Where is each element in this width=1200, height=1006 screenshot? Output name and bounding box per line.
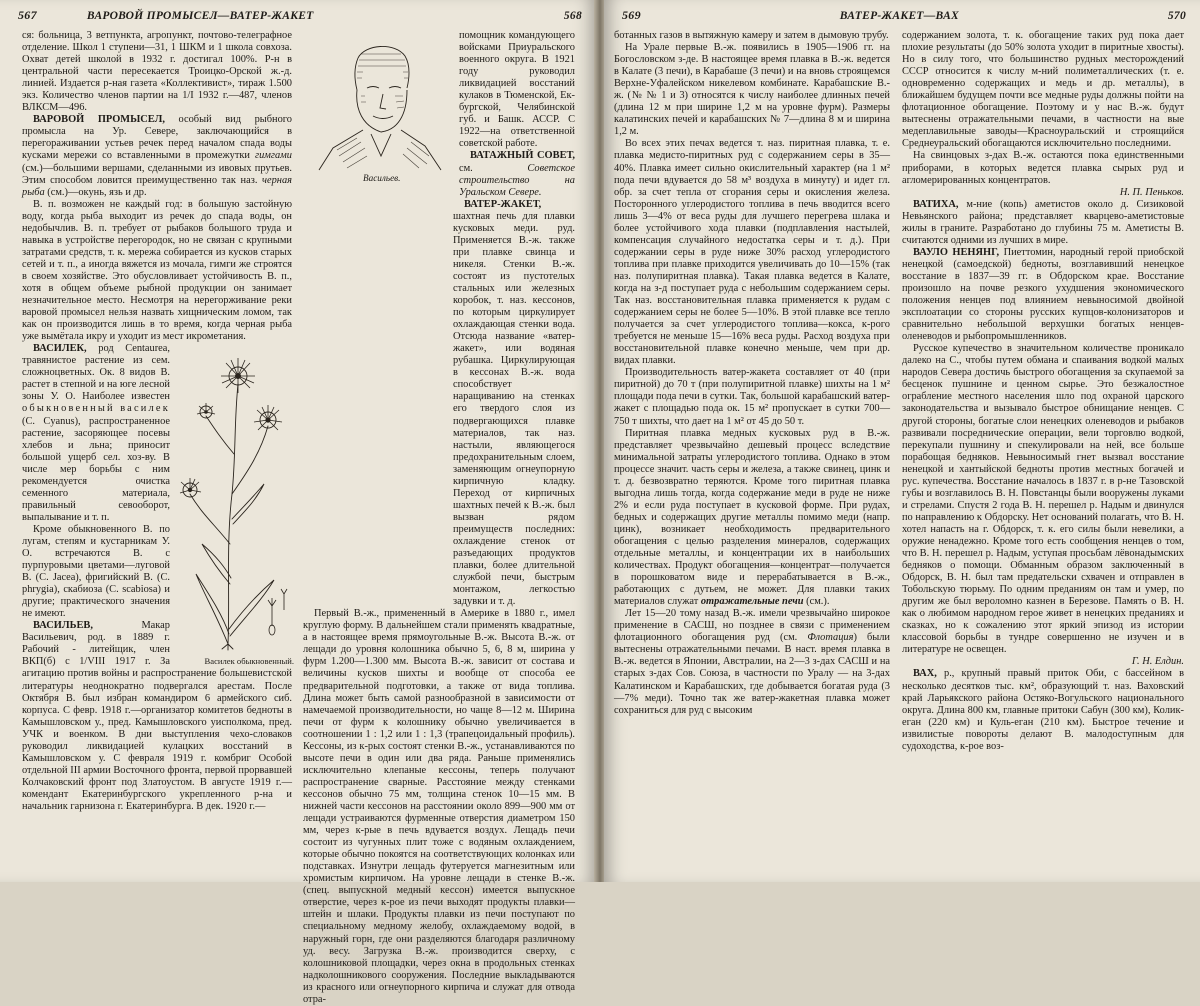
headword: ВАСИЛЬЕВ,: [33, 620, 93, 632]
paragraph: ботанных газов в вытяжную камеру и затем в дымовую трубу.: [614, 30, 889, 41]
paragraph: Первый В.-ж., примененный в Америке в 1880 г., имел круглую форму. В дальнейшем стали применять квадратные, а в настоящее время прямоугольные В.-ж. Высота В.-ж. от лещади до уровня колошника обычно 5, 6, 8 м, ширина у фурм 1.200—1.300 мм. Высота В.-ж. зависит от состава и величины кусков шихты и вообще от способа ее предварительной подготовки, а также от вида топлива. Длина может быть самой разнообразной в зависимости от намечаемой производительности, но чаще 8—12 м. Ширина печи от фурм к колошнику обычно увеличивается в соотношении 1 : 1,2 или 1 : 1,3 (трапецоидальный профиль). Кессоны, из к-рых состоят стенки В.-ж., устанавливаются по высоте печи в один или два ряда. Раньше применялись исключительно клепаные кессоны, теперь получают распространение сварные. Расстояние между стенками кессонов обычно 75 мм, толщина стенок 10—15 мм. В нижней части кессонов на расстоянии около 899—900 мм от лещади устраиваются фурменные отверстия диаметром 150 мм, через к-рые в печь вдувается воздух. Лещадь печи состоит из чугунных плит тоже с водяным охлаждением, которые обычно покоятся на соответствующих колонках или подставках. Изнутри лещадь футеруется магнезитным или хромистым кирпичом. На уровне лещади в стенке В.-ж. (спец. выпускной медный кессон) имеется выпускное отверстие, через к-рое из печи выходят продукты плавки—штейн и шлаки. Продукты плавки из печи поступают по специальному медному желобу, охлаждаемому водой, в наружный горн, где они разделяются благодаря различному уд. весу. Загрузка В.-ж. производится сверху, с колошниковой площадки, через окна в продольных стенках надколошникового сооружения. Последние выкладываются из красного или огнеупорного кирпича и служат для отвода отра-: [303, 608, 575, 1005]
paragraph: В. п. возможен не каждый год: в большую застойную воду, когда рыба выходит из речек до спада воды, он недобычлив. В. п. требует от рыбаков большого труда и навыка в устройстве перегородок, но не связан с крупными затратами средств, т. к. мережа собирается из кусков старых сетей и т. п., а иногда вяжется из мочала, гимги же строятся в своем хозяйстве. Это обусловливает устойчивость В. п., хотя в общем объеме рыбной продукции он занимает незначительное место. Несмотря на нерегорживание реки варовой промысел нельзя назвать хищническим ломом, так как он производится лишь в то время, когда черная рыба уже вымётала икру и уходит из мест икрометания.: [22, 198, 292, 343]
entry-text: Макар Васильевич, род. в 1889 г. Рабочий - литейщик, член ВКП(б) с 1/VIII 1917 г. За агитацию против войны и распространение большевистской литературы неоднократно подвергался арестам. После Октября В. был избран командиром 6 армейского сиб. корпуса. С февр. 1918 г.—организатор комитетов бедноты в Камышловском у., пред. Камышловского уисполкома, пред. УЧК и военком. В дни выступления чехо-словаков руководил ликвидацией кулацких восстаний в Камышловском у. С февраля 1919 г. комбриг Особой отдельной III армии Восточного фронта, первой прорвавшей Колчаковский фронт под Златоустом. В августе 1919 г.—комендант Екатеринбургского укрепленного р-на и начальник гарнизона г. Екатеринбурга. В дек. 1920 г.—: [22, 620, 292, 812]
right-page: [604, 0, 1200, 882]
headword: ВАТЕР-ЖАКЕТ,: [464, 198, 542, 210]
entry-text: Лет 15—20 тому назад В.-ж. имели чрезвычайно широкое применение в САСШ, но позднее в связи с применением флотационного обогащения руд (см.: [614, 608, 890, 644]
cross-ref: Советское строительство на Уральском Севере.: [459, 162, 575, 198]
entry-text: м-ние (копь) аметистов около д. Сизиковой Невьянского района; представляет кварцево-аметистовые жилы в граните. Разработано до глубины 75 м. Аметисты В. считаются одними из лучших в мире.: [902, 198, 1184, 246]
portrait-block: [303, 30, 575, 608]
paragraph: Производительность ватер-жакета составляет от 40 (при пиритной) до 70 т (при полупиритной плавке) шихты на 1 м² площади пода печи в сутки. Так, большой карабашский ватер-жакет с площадью пода ок. 15 м² пропускает в сутки 700—750 т шихты, что дает на 1 м² от 45 до 50 т.: [614, 367, 890, 427]
paragraph: На Урале первые В.-ж. появились в 1905—1906 гг. на Богословском з-де. В настоящее время плавка в В.-ж. ведется в Калате (3 печи), в Карабаше (3 печи) и на вновь строящемся Верхне-Уфалейском никелевом комбинате. Карабашские В.-ж. (№ № 1 и 3) относятся к числу наиболее длинных печей (длина 12 м при ширине 1,2 м на уровне фурм). Размеры калатинских печей и карабашских № 7—длина 8 м и ширина 1,2 м.: [614, 42, 890, 138]
paragraph: [614, 428, 890, 609]
entry-text: (C. Cyanus), распространенное растение, засоряющее посевы хлебов и льна; приносит большой ущерб сел. хоз-ву. В числе мер борьбы с ним рекомендуется очистка семенного материала, правильный севооборот, выпалывание и т. п.: [22, 415, 170, 523]
cross-ref: Флотация: [807, 632, 854, 644]
paragraph: На свинцовых з-дах В.-ж. остаются пока единственными приборами, в которых ведется плавка сырых руд и агломерированных концентратов.: [902, 150, 1184, 186]
cornflower-drawing: [176, 344, 294, 650]
right-column-1: [614, 30, 890, 876]
left-page-header: [18, 8, 582, 30]
cross-ref: гимгами: [255, 150, 292, 162]
portrait-drawing: [303, 30, 453, 170]
left-column-1: [22, 30, 292, 876]
entry-text: ) были вытеснены отражательными печами. В наст. время плавка в В.-ж. ведется в Японии, Австралии, на 2—3 з-дах САСШ и на старых з-дах Сов. Союза, в частности по Уралу — на 3-дах Калатинском и Карабашских, где добывается богатая руда (3—7% меди). Точно так же ватер-жакетная плавка может сохраниться для руд с высоким: [614, 632, 890, 716]
paragraph: Русское купечество в значительном количестве проникало далеко на С., чтобы путем обмана и спаивания водкой малых народов Севера достичь быстрого обогащения за скупаемой за бесценок пушнине и ценном сырье. Это безжалостное ограбление местного населения шло под охраной царского законодательства и вызывало быстрое обнищание ненцев. С другой стороны, богатые слои ненецких оленеводов и рыбаков развивали посреднические операции, вели торговлю водкой, перекупали пушнину и спекулировали на ней, все больше порабощая бедняков. Невыносимый гнет вызвал восстание ненецкой и хантыйской бедноты против местных богачей и рус. купечества. Восстание началось в 1837 г. в р-не Тазовской губы и возглавилось В. Н. Повстанцы были вооружены луками и стрелами. Спустя 2 года В. Н. перешел р. Надым и двинулся по направлению к Обдорску. Нет оснований полагать, что В. Н. хотел напасть на г. Обдорск, т. к. его силы были невелики, а оружие ненадежно. Кроме того есть сообщения ненцев о том, что В. Н. перешел р. Надым, уступая просьбам лёвонадымских бедняков о помощи. Обманным образом заключенный в Обдорск, В. Н. был там предательски схвачен и отправлен в Тобольскую тюрьму. По одним преданиям он там и умер, по другим же был вероломно казнен в Березове. Память о В. Н. как о любимом народном герое живет в ненецких преданиях и сказках, но к сожалению этот яркий эпизод из истории классовой борьбы в тундре совершенно не изучен и в литературе не освещен.: [902, 343, 1184, 656]
headword: ВАТАЖНЫЙ СОВЕТ,: [470, 150, 575, 162]
vasiliev-portrait: [303, 30, 453, 186]
entry-text: р., крупный правый приток Оби, с бассейном в несколько десятков тыс. км², образующий т. наз. Ваховский край Ларьякского района Остяко-Вогульского национального округа. Длина 800 км, главные притоки Сабун (300 км), Колик-еган (220 км) и Куль-еган (210 км). Быстрое течение и извилистые повороты делают В. малодоступным для судоходства, к-рое воз-: [902, 668, 1184, 752]
paragraph: помощник командующего войсками Приуральского военного округа. В 1921 году руководил ликвидацией восстаний кулаков в Тюменской, Ек-бургской, Челябинской губ. и Башк. АССР. С 1922—на ответственной советской работе.: [459, 30, 575, 150]
entry-varovoy-promysel: [22, 114, 292, 198]
entry-vaulo-nenyang: [902, 247, 1184, 343]
cross-ref: отражательные печи: [700, 596, 804, 608]
entry-text: особый вид рыбного промысла на Ур. Севере, заключающийся в перегораживании устьев речек перед началом спада воды кусками мережи со вставленными в промежутки: [22, 114, 292, 162]
flower-caption: Василек обыкновенный.: [204, 656, 294, 667]
left-page: [0, 0, 596, 1005]
paragraph: [614, 608, 890, 716]
paragraph: содержанием золота, т. к. обогащение таких руд пока дает плохие результаты (до 50% золота уходит в пиритные хвосты). Но в силу того, что большинство рудных месторождений СССР относится к числу м-ний полиметаллических (т. е. одновременно содержащих и медь и др. металлы), в ближайшем будущем почти все медные руды должны пойти на флотационное обогащение. Поэтому и у нас В.-ж. будут вытеснены отражательными печами, в частности на вые медеплавильные заводы—Красноуральский и строящийся Среднеуральский обогащаются исключительно последними.: [902, 30, 1184, 150]
entry-text: род Centaurea, травянистое растение из сем. сложноцветных. Ок. 8 видов В. растет в степной и на юге лесной зоны У. О. Наиболее известен: [22, 343, 170, 403]
author-signature: Н. П. Пеньков.: [1119, 186, 1184, 198]
running-title-left: ВАРОВОЙ ПРОМЫСЕЛ—ВАТЕР-ЖАКЕТ: [86, 10, 314, 22]
portrait-caption: Васильев.: [363, 172, 401, 183]
running-title-right: ВАТЕР-ЖАКЕТ—ВАХ: [839, 10, 960, 22]
entry-text: (см.).: [803, 596, 830, 608]
headword: ВАУЛО НЕНЯНГ,: [913, 246, 1000, 258]
cornflower-illustration: [176, 344, 294, 666]
left-column-2: [303, 30, 575, 1005]
page-number-568: 568: [563, 10, 582, 22]
page-number-567: 567: [18, 8, 37, 22]
spaced-term: обыкновенный василек: [22, 403, 170, 415]
page-number-569: 569: [622, 8, 641, 22]
paragraph: Во всех этих печах ведется т. наз. пиритная плавка, т. е. плавка медисто-пиритных руд с содержанием серы в 35—40%. Плавка имеет сильно окислительный характер (на 1 м² пода печи вдувается до 58 м³ воздуха в минуту) и идет гл. обр. за счет тепла от сгорания серы и окисления железа. Посторонного углеродистого топлива в печь вводится всего лишь 3—4% от веса руды для лучшего перегрева шлака и более устойчивого хода плавки (подплавления настылей, компенсация случайного недостатка серы и т. д.). При содержании серы в руде ниже 30% расход углеродистого топлива при плавке приходится увеличивать до 10—15% (так наз. полупиритная плавка). Такая плавка ведется в Калате, когда на з-д поступает руда с небольшим содержанием серы. Так наз. восстановительная плавка применяется к рудам с содержанием серы не более 5—10%. В этой плавке все тепло получается за счет углеродистого топлива—кокса, к-рого требуется не меньше 15—16% веса руды. Расход воздуха при восстановительной плавке конечно меньше, чем при др. видах плавки.: [614, 138, 890, 367]
cross-ref: черная рыба: [22, 174, 292, 198]
headword: ВАРОВОЙ ПРОМЫСЕЛ,: [33, 114, 165, 126]
author-signature: Г. Н. Елдин.: [1131, 656, 1184, 668]
headword: ВАХ,: [913, 668, 937, 680]
entry-vakh: [902, 668, 1184, 752]
headword: ВАСИЛЕК,: [33, 343, 87, 355]
entry-text: шахтная печь для плавки кусковых меди. руд. Применяется В.-ж. также при плавке свинца и никеля. Стенки В.-ж. состоят из пустотелых стальных или железных коробок, т. наз. кессонов, по которым циркулирует охлаждающая стенки вода. Отсюда название «ватер-жакет», или водяная рубашка. Циркулирующая в кессонах В.-ж. вода способствует наращиванию на стенках его твердого слоя из подвергающихся плавке материалов, так наз. настыли, являющегося предохранительным слоем, заменяющим огнеупорную кирпичную кладку. Переход от кирпичных шахтных печей к В.-ж. был вызван рядом преимуществ последних: охлаждение стенок от разъедающих продуктов плавки, более длительной службой печи, быстрым монтажом, легкостью задувки и т. д.: [453, 210, 575, 608]
entry-text: см.: [459, 162, 528, 174]
entry-vatikha: [902, 199, 1184, 247]
page-number-570: 570: [1167, 10, 1186, 22]
headword: ВАТИХА,: [913, 198, 959, 210]
paragraph: Кроме обыкновенного В. по лугам, степям и кустарникам У. О. встречаются В. с пурпуровыми цветами—луговой В. (C. Jacea), фригийский В. (C. phrygia), скабиоза (C. scabiosa) и другие; практического значения не имеют.: [22, 523, 170, 620]
entry-text: (см.)—окунь, язь и др.: [44, 186, 147, 198]
entry-text: Пиеттомин, народный герой приобской ненецкой (самоедской) бедноты, возглавивший ненецкое восстание в 1837—39 гг. в Обдорском крае. Восстание произошло на почве резкого ухудшения экономического положения ненцев под влиянием невыносимой двойной эксплоатации со стороны русских купцов-колонизаторов и сравнительно небольшой верхушки богатых ненцев-оленеводов и рыбопромышленников.: [902, 246, 1184, 343]
entry-vatazhny-sovet: [453, 150, 575, 198]
entry-text: (см.)—большими вершами, сделанными из ивовых прутьев. Этим способом ловится преимущественно так наз.: [22, 162, 292, 186]
entry-text: Пиритная плавка медных кусковых руд в В.-ж. представляет чрезвычайно дешевый процесс вследствие минимальной затраты углеродистого топлива. Однако в этом процессе значит. часть серы и железа, а также свинец, цинк и т. д. безвозвратно теряются. Кроме того пиритная плавка выгодна лишь тогда, когда содержание меди в руде не ниже 2% и если руда поступает в кусковой форме. При рудах, бедных и содержащих другие металлы помимо меди (напр. цинк), возникает необходимость предварительного обогащения с целью разделения минералов, содержащих отдельные металлы, и концентрации их в наибольших количествах. Продукт обогащения—концентрат—получается в порошковатом виде и перерабатывается в В.-ж., работающих с дутьем, не может. Для плавки таких материалов служат: [614, 427, 890, 608]
right-page-header: [622, 8, 1186, 30]
entry-vater-zhaket: [453, 199, 575, 609]
right-column-2: [902, 30, 1184, 876]
paragraph: ся: больница, 3 ветпункта, агропункт, почтово-телеграфное отделение. Школ 1 ступени—31, 1 ШКМ и 1 школа совхоза. Охват детей школой в 1932 г. достигал 100%. Р-н в центральной части пересекается Троицко-Орской ж.-д. линией. Издается р-ная газета «Коллективист», тираж 1.500 экз. Количество членов партии на 1/I 1932 г.—487, членов ВЛКСМ—496.: [22, 30, 292, 114]
